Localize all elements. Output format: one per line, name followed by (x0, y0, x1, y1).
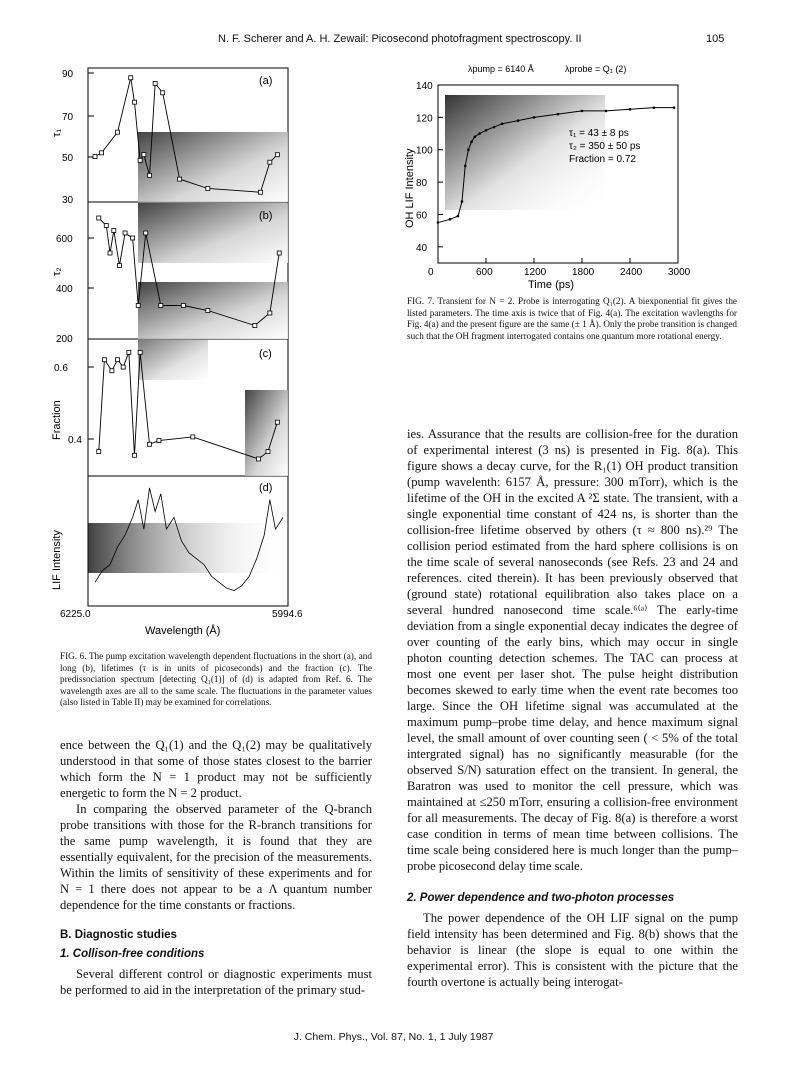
panel-b-point (131, 236, 135, 240)
left-paragraph-1: ence between the Q₁(1) and the Q₁(2) may be qualitatively understood in that some of those states closest to the barrier which form the N = 1 product may not be sufficiently energetic to form the N = 2 product. (60, 738, 372, 800)
fig6-figure (40, 60, 360, 645)
panel-b-point (144, 231, 148, 235)
panel-a-point (129, 76, 133, 80)
panel-a-point (116, 130, 120, 134)
fig7-x-tick-label: 1800 (572, 267, 595, 278)
panel-c-point (132, 453, 136, 457)
fig7-x-tick-label: 1200 (524, 267, 547, 278)
panel-c-shading (245, 390, 288, 476)
fig7-x-tick-label: 600 (476, 267, 493, 278)
a-ylabel: τ₁ (51, 128, 63, 137)
panel-d-shading (88, 523, 288, 573)
panel-a-point (142, 153, 146, 157)
panel-b-label: (b) (259, 210, 273, 222)
panel-a-point (275, 153, 279, 157)
fig7-y-tick-label: 80 (416, 178, 428, 190)
fit-t2: τ₂ = 350 ± 50 ps (569, 141, 641, 152)
fig6-xlabel: Wavelength (Å) (145, 625, 221, 637)
panel-b-point (97, 216, 101, 220)
right-paragraph-1: ies. Assurance that the results are collision-free for the duration of experimental interest (3 ns) is presented in Fig. 8(a). This figure shows a decay curve, for the R₁(1) OH product transition (pump wavelenth: 6157 Å, pressure: 300 mTorr), which is the lifetime of the OH in the excited A ²Σ state. The transient, with a single exponential time constant of 424 ns, is shorter than the collision-free lifetime observed by others (τ ≈ 800 ns).²⁹ The collision period estimated from the hard sphere collisions is on the time scale of several nanoseconds (see Refs. 23 and 24 and references. cited therein). It has been previously observed that (ground state) rotational equilibration also takes place on a several hundred nanosecond time scale.⁶⁽ᵃ⁾ The early-time deviation from a single exponential decay indicates the degree of over counting of the early bins, which may occur in single photon counting detection schemes. The TAC can process at most one event per laser shot. The pulse height distribution becomes skewed to early time when the event rate becomes too large. Since the OH lifetime signal was accumulated at the maximum pump–probe time delay, and hence maximum signal level, the small amount of over counting seen ( < 5% of the total intergrated signal) has no significantly measurable (for the observed S/N) saturation effect on the transient. In general, the Baratron was used to monitor the cell pressure, which was maintained at ≤250 mTorr, ensuring a collision-free environment for all measurements. The decay of Fig. 8(a) is therefore a worst case condition in terms of mean time between collisions. The time scale being considered here is much longer than the pump–probe picosecond delay time scale. (407, 427, 738, 873)
a-tick-90: 90 (62, 69, 74, 80)
right-paragraph-2: The power dependence of the OH LIF signal on the pump field intensity has been determined and Fig. 8(b) shows that the behavior is linear (the slope is equal to one within the experimental error). This is consistent with the picture that the fourth overtone is actually being interogat- (407, 911, 738, 989)
panel-d-label: (d) (259, 482, 273, 494)
left-column (60, 737, 372, 998)
fig7-xlabel: Time (ps) (528, 279, 575, 291)
right-subsection-heading: 2. Power dependence and two-photon processes (407, 892, 675, 904)
b-tick-400: 400 (56, 284, 73, 295)
fig7-x-ticks (428, 258, 691, 278)
panel-c-label: (c) (259, 348, 272, 360)
fig7-shading (445, 95, 605, 210)
c-ylabel: Fraction (51, 400, 63, 440)
fig7-probe-label: λprobe = Q₁ (2) (565, 64, 627, 74)
fig7-x-tick-label: 0 (428, 267, 434, 278)
panel-a-point (138, 158, 142, 162)
fig7-y-tick-label: 40 (416, 242, 428, 254)
panel-b-point (277, 251, 281, 255)
panel-a-point (206, 186, 210, 190)
panel-b-point (108, 251, 112, 255)
footer: J. Chem. Phys., Vol. 87, No. 1, 1 July 1987 (293, 1031, 494, 1043)
panel-a-point (132, 100, 136, 104)
panel-c-point (266, 450, 270, 454)
panel-b-point (268, 311, 272, 315)
panel-c-point (127, 350, 131, 354)
fig7-y-tick-label: 140 (416, 81, 433, 92)
right-column (407, 426, 738, 990)
panel-b-point (112, 229, 116, 233)
panel-b-point (253, 324, 257, 328)
fig7-ylabel: OH LIF Intensity (404, 148, 416, 228)
panel-c-point (275, 420, 279, 424)
panel-c-point (102, 358, 106, 362)
fig6-caption: FIG. 6. The pump excitation wavelength dependent fluctuations in the short (a), and long (b), lifetimes (τ is in units of picoseconds) and the fraction (c). The predissociation spectrum [detecting Q₁(1)] of (d) is adapted from Ref. 6. The wavelength axes are all to the same scale. The fluctuations in the parameter values (also listed in Table II) may be examined for correlations. (60, 651, 372, 707)
panel-a-point (178, 177, 182, 181)
section-heading: B. Diagnostic studies (60, 929, 177, 941)
panel-b-point (181, 304, 185, 308)
fit-t1: τ₁ = 43 ± 8 ps (569, 128, 629, 139)
panel-b-point (117, 264, 121, 268)
fig7-caption: FIG. 7. Transient for N = 2. Probe is interrogating Q₁(2). A biexponential fit gives the listed parameters. The time axis is twice that of Fig. 4(a). The excitation wavlengths for Fig. 4(a) and the present figure are the same (± 1 Å). Only the probe transition is changed such that the OH fragment interrogated contains one quantum more rotational energy. (407, 296, 737, 341)
panel-a-point (258, 190, 262, 194)
d-ylabel: LIF Intensity (51, 530, 63, 590)
panel-c-point (116, 358, 120, 362)
fig7-x-tick-label: 2400 (620, 267, 643, 278)
fig7-y-tick-label: 100 (416, 145, 433, 157)
panel-c-point (138, 350, 142, 354)
panel-a-point (100, 151, 104, 155)
panel-c-point (257, 457, 261, 461)
panel-a-point (148, 173, 152, 177)
panel-c-point (157, 439, 161, 443)
fig7-figure (393, 60, 723, 292)
left-paragraph-3: Several different control or diagnostic experiments must be performed to aid in the interpretation of the primary stud- (60, 967, 372, 997)
panel-b-point (159, 304, 163, 308)
panel-c-point (97, 450, 101, 454)
panel-c-shading-top (138, 340, 208, 380)
subsection-heading: 1. Collison-free conditions (60, 948, 205, 960)
panel-b-shading (138, 282, 288, 339)
panel-a-label: (a) (259, 75, 273, 87)
panel-b-point (206, 309, 210, 313)
b-ylabel: τ₂ (51, 267, 63, 276)
panel-b-point (104, 224, 108, 228)
c-tick-06: 0.6 (54, 363, 68, 374)
x-right-label: 5994.6 (272, 609, 303, 620)
b-tick-600: 600 (56, 234, 73, 245)
panel-a-point (93, 155, 97, 159)
panel-c-point (148, 442, 152, 446)
running-title: N. F. Scherer and A. H. Zewail: Picosecond photofragment spectroscopy. II (218, 33, 582, 45)
panel-c-point (110, 369, 114, 373)
panel-a-point (153, 81, 157, 85)
panel-a-shading (138, 132, 288, 202)
fig7-y-tick-label: 120 (416, 113, 433, 125)
fig7-pump-label: λpump = 6140 Å (468, 64, 534, 74)
panel-b-point (123, 231, 127, 235)
panel-a-point (268, 160, 272, 164)
panel-c-point (191, 435, 195, 439)
b-tick-200: 200 (56, 334, 73, 345)
fig7-y-ticks (416, 81, 443, 254)
a-tick-30: 30 (62, 195, 74, 206)
panel-c-point (121, 365, 125, 369)
fit-fraction: Fraction = 0.72 (569, 154, 636, 165)
fig7-y-tick-label: 60 (416, 210, 428, 222)
a-tick-70: 70 (62, 112, 74, 123)
fig6-tick-marks (88, 73, 94, 439)
panel-a-point (161, 91, 165, 95)
panel-b-point (136, 304, 140, 308)
page-number: 105 (706, 33, 725, 45)
c-tick-04: 0.4 (68, 435, 82, 446)
x-left-label: 6225.0 (60, 609, 91, 620)
a-tick-50: 50 (62, 153, 74, 164)
left-paragraph-2: In comparing the observed parameter of the Q-branch probe transitions with those for the R-branch transitions for the same pump wavelength, it is found that they are essentially equivalent, for the precision of the measurements. Within the limits of sensitivity of these experiments and for N = 1 there does not appear to be a Λ quantum number dependence for the time constants or fractions. (60, 802, 372, 912)
fig7-x-tick-label: 3000 (668, 267, 691, 278)
